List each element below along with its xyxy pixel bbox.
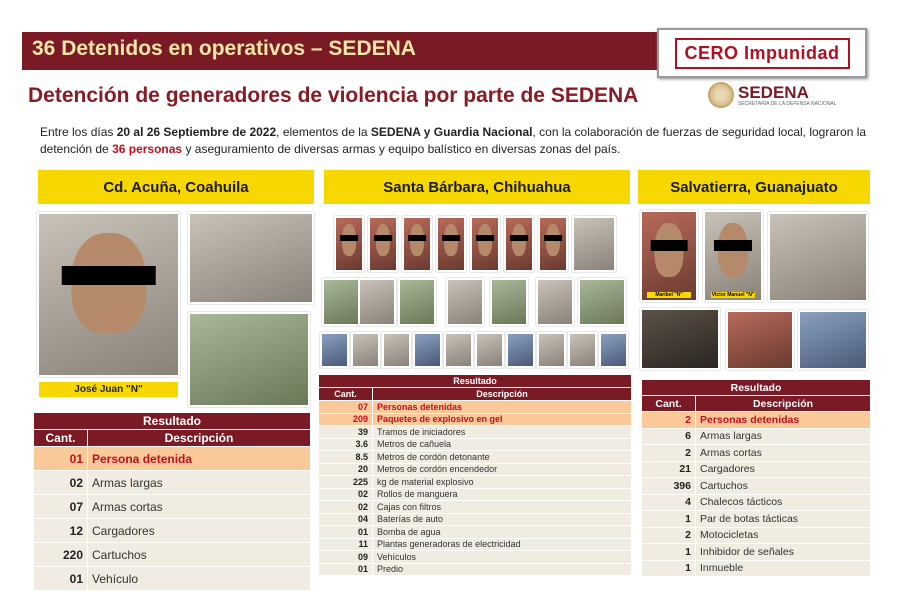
evidence-photo — [578, 278, 626, 326]
censor-bar — [408, 235, 426, 241]
table-row — [642, 445, 871, 462]
detainee-photo — [470, 216, 500, 272]
row-desc: Metros de cordón encendedor — [373, 463, 632, 476]
row-desc: Armas cortas — [88, 495, 311, 519]
row-desc: Persona detenida — [88, 447, 311, 471]
evidence-photo — [536, 278, 574, 326]
row-desc: Cargadores — [88, 519, 311, 543]
detainee-photo — [436, 216, 466, 272]
detainee-photo — [37, 212, 180, 377]
logo-name: SEDENA — [738, 82, 809, 102]
region-header-acuna: Cd. Acuña, Coahuila — [38, 170, 314, 204]
row-desc: Par de botas tácticas — [696, 511, 871, 528]
row-qty: 02 — [319, 501, 373, 514]
row-desc: Chalecos tácticos — [696, 494, 871, 511]
table-row — [642, 511, 871, 528]
row-desc: Vehículos — [373, 551, 632, 564]
censor-bar — [476, 235, 494, 241]
col-desc-header: Descripción — [88, 430, 311, 447]
row-desc: kg de material explosivo — [373, 476, 632, 489]
table-title: Resultado — [34, 413, 311, 430]
table-row — [34, 447, 311, 471]
table-row — [34, 543, 311, 567]
row-qty: 39 — [319, 426, 373, 439]
table-row — [34, 567, 311, 591]
row-desc: Metros de cordón detonante — [373, 451, 632, 464]
table-row — [319, 401, 632, 414]
results-table-chihuahua — [318, 374, 632, 576]
row-desc: Bomba de agua — [373, 526, 632, 539]
region-header-chihuahua: Santa Bárbara, Chihuahua — [324, 170, 630, 204]
vehicle-photo — [475, 332, 504, 368]
table-row — [319, 438, 632, 451]
table-row — [642, 544, 871, 561]
motorcycle-photo — [640, 308, 720, 370]
censor-bar — [510, 235, 528, 241]
evidence-photo — [572, 216, 616, 272]
vehicle-photo — [568, 332, 597, 368]
row-qty: 396 — [642, 478, 696, 495]
detainee-photo — [538, 216, 568, 272]
table-row — [319, 501, 632, 514]
row-qty: 01 — [34, 447, 88, 471]
censor-bar — [714, 240, 752, 251]
row-qty: 07 — [34, 495, 88, 519]
row-desc: Inhibidor de señales — [696, 544, 871, 561]
table-title-row — [642, 380, 871, 396]
vehicle-photo — [413, 332, 442, 368]
table-column-header-row — [642, 396, 871, 412]
motorcycle-photo — [726, 310, 794, 370]
evidence-photo — [358, 278, 396, 326]
detainee-name-label: José Juan "N" — [38, 381, 179, 398]
censor-bar — [544, 235, 562, 241]
detainee-name-label: Maribel "N" — [647, 292, 690, 298]
row-qty: 20 — [319, 463, 373, 476]
row-qty: 209 — [319, 413, 373, 426]
col-qty-header: Cant. — [34, 430, 88, 447]
evidence-photo — [322, 278, 360, 326]
detainee-photo — [402, 216, 432, 272]
seized-vehicle-photo — [188, 312, 310, 407]
row-desc: Cartuchos — [696, 478, 871, 495]
row-desc: Baterías de auto — [373, 513, 632, 526]
intro-persons: 36 personas — [112, 142, 183, 156]
row-desc: Cargadores — [696, 461, 871, 478]
results-table-guanajuato — [641, 379, 871, 577]
vehicle-photo — [351, 332, 380, 368]
table-title: Resultado — [642, 380, 871, 396]
row-qty: 2 — [642, 445, 696, 462]
row-desc: Armas cortas — [696, 445, 871, 462]
col-desc-header: Descripción — [373, 388, 632, 401]
table-row — [319, 488, 632, 501]
table-row — [34, 519, 311, 543]
intro-paragraph — [40, 124, 870, 158]
sedena-logo — [708, 82, 837, 108]
censor-bar — [442, 235, 460, 241]
row-qty: 01 — [319, 563, 373, 576]
row-qty: 2 — [642, 412, 696, 429]
row-desc: Motocicletas — [696, 527, 871, 544]
evidence-photo — [398, 278, 436, 326]
row-qty: 11 — [319, 538, 373, 551]
row-qty: 8.5 — [319, 451, 373, 464]
intro-agencies: SEDENA y Guardia Nacional — [370, 125, 533, 139]
badge-text: CERO Impunidad — [675, 38, 850, 69]
row-desc: Metros de cañuela — [373, 438, 632, 451]
vehicle-photo — [599, 332, 628, 368]
table-row — [319, 451, 632, 464]
seal-icon — [708, 82, 734, 108]
row-qty: 09 — [319, 551, 373, 564]
intro-dates: 20 al 26 Septiembre de 2022 — [116, 125, 277, 139]
table-row — [319, 463, 632, 476]
detainee-name-label: Victor Manuel "N" — [711, 292, 755, 298]
censor-bar — [61, 266, 156, 285]
row-desc: Personas detenidas — [696, 412, 871, 429]
row-qty: 1 — [642, 511, 696, 528]
row-desc: Tramos de iniciadores — [373, 426, 632, 439]
row-qty: 01 — [319, 526, 373, 539]
censor-bar — [340, 235, 358, 241]
row-desc: Personas detenidas — [373, 401, 632, 414]
table-row — [642, 527, 871, 544]
table-row — [319, 551, 632, 564]
table-title: Resultado — [319, 375, 632, 388]
censor-bar — [651, 240, 688, 251]
row-desc: Vehículo — [88, 567, 311, 591]
vehicle-photo — [444, 332, 473, 368]
detainee-photo — [334, 216, 364, 272]
table-row — [319, 526, 632, 539]
table-row — [642, 478, 871, 495]
table-row — [319, 538, 632, 551]
table-row — [319, 563, 632, 576]
row-desc: Predio — [373, 563, 632, 576]
table-column-header-row — [34, 430, 311, 447]
table-row — [34, 495, 311, 519]
evidence-photo — [446, 278, 484, 326]
table-row — [319, 413, 632, 426]
row-qty: 2 — [642, 527, 696, 544]
intro-text: y aseguramiento de diversas armas y equipo balístico en diversas zonas del país. — [182, 142, 621, 156]
row-desc: Plantas generadoras de electricidad — [373, 538, 632, 551]
row-qty: 220 — [34, 543, 88, 567]
row-qty: 07 — [319, 401, 373, 414]
table-row — [642, 412, 871, 429]
row-desc: Cartuchos — [88, 543, 311, 567]
intro-text: Entre los días — [40, 125, 117, 139]
col-qty-header: Cant. — [319, 388, 373, 401]
row-qty: 12 — [34, 519, 88, 543]
table-row — [319, 426, 632, 439]
table-column-header-row — [319, 388, 632, 401]
row-qty: 04 — [319, 513, 373, 526]
seized-weapons-photo — [768, 212, 868, 302]
row-desc: Cajas con filtros — [373, 501, 632, 514]
table-row — [642, 494, 871, 511]
row-qty: 3.6 — [319, 438, 373, 451]
property-photo — [798, 310, 868, 370]
detainee-photo — [703, 210, 763, 302]
table-row — [642, 560, 871, 577]
vehicle-photo — [382, 332, 411, 368]
detainee-photo — [368, 216, 398, 272]
vehicle-photo — [320, 332, 349, 368]
row-qty: 1 — [642, 544, 696, 561]
table-title-row — [34, 413, 311, 430]
cero-impunidad-badge — [657, 28, 867, 78]
row-qty: 01 — [34, 567, 88, 591]
row-qty: 4 — [642, 494, 696, 511]
table-row — [642, 461, 871, 478]
table-row — [34, 471, 311, 495]
page-title: 36 Detenidos en operativos – SEDENA — [32, 37, 416, 60]
censor-bar — [374, 235, 392, 241]
table-title-row — [319, 375, 632, 388]
row-qty: 1 — [642, 560, 696, 577]
row-desc: Armas largas — [696, 428, 871, 445]
vehicle-photo — [506, 332, 535, 368]
row-qty: 02 — [319, 488, 373, 501]
col-desc-header: Descripción — [696, 396, 871, 412]
evidence-photo — [490, 278, 528, 326]
row-qty: 02 — [34, 471, 88, 495]
row-qty: 21 — [642, 461, 696, 478]
page-subtitle: Detención de generadores de violencia por parte de SEDENA — [28, 84, 639, 107]
seized-weapons-photo — [188, 212, 314, 304]
logo-subtitle: SECRETARÍA DE LA DEFENSA NACIONAL — [738, 100, 837, 107]
col-qty-header: Cant. — [642, 396, 696, 412]
intro-text: , con la colaboración de fuerzas de seguridad local, lograron la detención de — [40, 125, 867, 156]
row-qty: 6 — [642, 428, 696, 445]
row-desc: Paquetes de explosivo en gel — [373, 413, 632, 426]
table-row — [319, 476, 632, 489]
row-desc: Rollos de manguera — [373, 488, 632, 501]
detainee-photo — [640, 210, 698, 302]
vehicle-photo — [537, 332, 566, 368]
row-desc: Armas largas — [88, 471, 311, 495]
table-row — [319, 513, 632, 526]
table-row — [642, 428, 871, 445]
region-header-guanajuato: Salvatierra, Guanajuato — [638, 170, 870, 204]
row-qty: 225 — [319, 476, 373, 489]
results-table-acuna — [33, 412, 311, 591]
intro-text: , elementos de la — [276, 125, 371, 139]
detainee-photo — [504, 216, 534, 272]
row-desc: Inmueble — [696, 560, 871, 577]
